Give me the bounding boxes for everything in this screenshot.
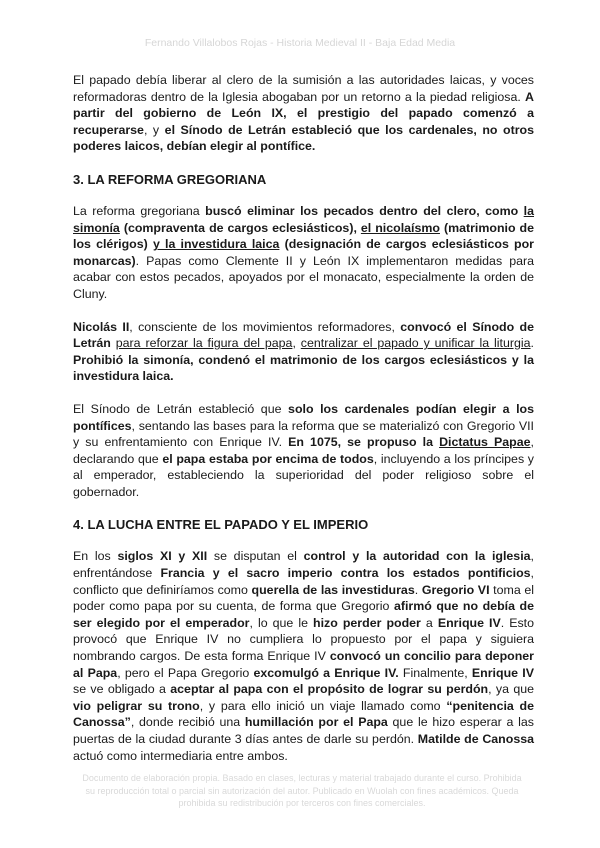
intro-run: el Sínodo de Letrán estableció que los cardenales, no otros poderes laicos, debían elegir al pontífice. — [73, 122, 534, 154]
s3-p2-run: Prohibió la simonía, condenó el matrimonio de los cargos eclesiásticos y la investidura laica. — [73, 352, 534, 384]
s4-p1-run: Finalmente, — [398, 665, 472, 680]
s4-p1-run: Enrique IV — [437, 615, 501, 630]
section-4-heading: 4. LA LUCHA ENTRE EL PAPADO Y EL IMPERIO — [73, 517, 369, 533]
s3-p3-run: Dictatus Papae — [439, 435, 531, 450]
s3-p1-run: (compraventa de cargos eclesiásticos), — [119, 220, 361, 235]
s4-p1-run: “penitencia de Canossa” — [73, 698, 534, 730]
intro-run: , y — [143, 122, 165, 137]
s4-p1-run: querella de las investiduras — [251, 582, 415, 597]
s4-p1-run: . — [414, 582, 422, 597]
s3-p2-run: , consciente de los movimientos reformadores, — [129, 319, 401, 334]
s4-p1-run: hizo perder poder — [313, 615, 421, 630]
s4-p1-run: toma el poder como papa por su cuenta, de forma que Gregorio — [73, 582, 535, 614]
intro-paragraph — [73, 72, 534, 155]
s4-p1-run: , y para ello inició un viaje llamado como — [199, 698, 447, 713]
s3-p1-run: (designación de cargos eclesiásticos por monarcas) — [73, 237, 534, 268]
s3-p1-run: buscó eliminar los pecados dentro del clero, como — [205, 203, 524, 218]
intro-run: A partir del gobierno de León IX, el prestigio del papado comenzó a recuperarse — [73, 89, 534, 137]
s3-p2-run: , — [292, 336, 301, 351]
s4-p1-run: aceptar al papa con el propósito de lograr su perdón — [170, 682, 489, 697]
s4-p1-run: afirmó que no debía de ser elegido por el emperador — [73, 599, 534, 630]
s4-p1-run: vio peligrar su trono — [73, 698, 200, 713]
s4-p1-run: Enrique IV — [471, 665, 534, 680]
page-header: Fernando Villalobos Rojas - Historia Medieval II - Baja Edad Media — [144, 37, 456, 49]
s4-p1-run: se ve obligado a — [73, 682, 171, 697]
s3-p2-run: centralizar el papado y unificar la liturgia — [300, 336, 531, 351]
section-3-paragraph-1 — [73, 203, 534, 303]
s3-p1-run: la simonía — [73, 203, 534, 235]
s3-p1-run: el nicolaísmo — [360, 220, 440, 235]
s4-p1-run: En los — [73, 549, 118, 564]
s4-p1-run: , lo que le — [249, 615, 314, 630]
s4-p1-run: siglos XI y XII — [117, 549, 208, 564]
page-footer-disclaimer: Documento de elaboración propia. Basado en clases, lecturas y material trabajado durante el curso. Prohibida su reproducción total o parcial sin autorización del autor. Publicado en Wuolah con fines académicos. Queda prohibida su redistribución por terceros con fines comerciales. — [82, 773, 522, 808]
s4-p1-run: , pero el Papa Gregorio — [117, 665, 254, 680]
s4-p1-run: Gregorio VI — [421, 582, 490, 597]
intro-run: El papado debía liberar al clero de la sumisión a las autoridades laicas, y voces reformadoras dentro de la Iglesia abogaban por un retorno a la piedad religiosa. — [73, 73, 534, 104]
s3-p3-run: En 1075, se propuso la — [288, 435, 440, 450]
section-3-paragraph-3 — [73, 401, 534, 501]
s3-p1-run: (matrimonio de los clérigos) — [73, 220, 534, 252]
s3-p3-run: el papa estaba por encima de todos — [162, 451, 374, 466]
document-body — [73, 72, 534, 780]
section-4-paragraph-1 — [73, 548, 534, 764]
section-3-paragraph-2 — [73, 319, 534, 385]
s3-p2-run: . — [530, 336, 534, 351]
s4-p1-run: que le hizo esperar a las puertas de la ciudad durante 3 días antes de darle su perdón. — [73, 715, 534, 746]
s3-p1-run: y la investidura laica — [152, 237, 280, 252]
s4-p1-run: Francia y el sacro imperio contra los estados pontificios — [160, 566, 531, 581]
s3-p3-run: , sentando las bases para la reforma que se materializó con Gregorio VII y su enfrentamiento con Enrique IV. — [73, 418, 534, 450]
s4-p1-run: , conflicto que definiríamos como — [73, 566, 534, 597]
s4-p1-run: convocó un concilio para deponer al Papa — [73, 649, 534, 680]
s4-p1-run: . Esto provocó que Enrique IV no cumpliera lo propuesto por el papa y siguiera nombrando cargos. De esta forma Enrique IV — [73, 615, 534, 664]
s4-p1-run: excomulgó a Enrique IV. — [253, 665, 399, 680]
s3-p3-run: El Sínodo de Letrán estableció que — [73, 401, 289, 416]
s4-p1-run: se disputan el — [207, 549, 304, 564]
s4-p1-run: a — [420, 615, 438, 630]
s4-p1-run: , donde recibió una — [130, 715, 245, 730]
s4-p1-run: , ya que — [488, 682, 535, 697]
s3-p2-run: Nicolás II — [73, 319, 130, 334]
s3-p3-run: , declarando que — [73, 435, 534, 466]
s4-p1-run: control y la autoridad con la iglesia — [303, 549, 531, 564]
section-3-heading: 3. LA REFORMA GREGORIANA — [73, 171, 267, 187]
s4-p1-run: humillación por el Papa — [244, 715, 388, 730]
s3-p1-run: . Papas como Clemente II y León IX implementaron medidas para acabar con estos pecados, apoyados por el monacato, especialmente la orden de Cluny. — [73, 253, 534, 301]
s3-p3-run: solo los cardenales podían elegir a los pontífices — [73, 401, 534, 433]
s3-p3-run: , incluyendo a los príncipes y al emperador, estableciendo la superioridad del poder religioso sobre el gobernador. — [73, 451, 535, 499]
s3-p1-run: La reforma gregoriana — [73, 203, 206, 218]
s4-p1-run: , enfrentándose — [73, 549, 534, 581]
s4-p1-run: actuó como intermediaria entre ambos. — [73, 748, 288, 763]
s3-p2-run: para reforzar la figura del papa — [115, 336, 293, 351]
s4-p1-run: Matilde de Canossa — [417, 732, 534, 746]
s3-p2-run: convocó el Sínodo de Letrán — [73, 319, 534, 351]
